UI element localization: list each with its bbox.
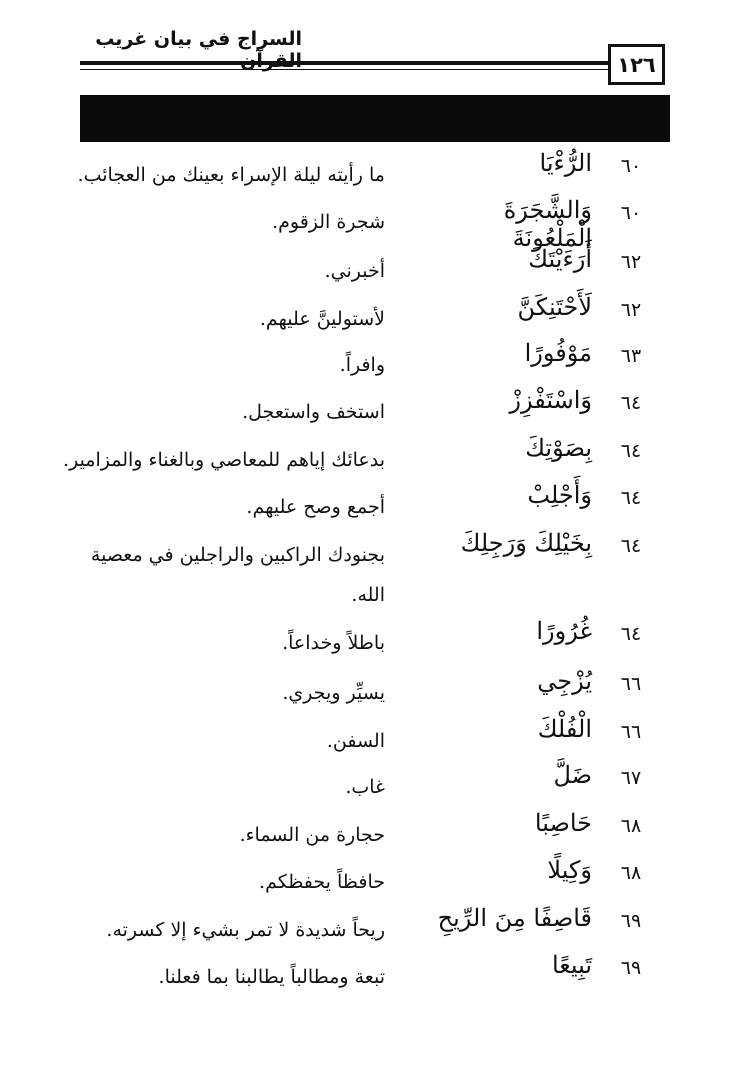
quran-word: وَاسْتَفْزِزْ: [509, 386, 592, 414]
verse-number: ٦٤: [620, 392, 642, 414]
table-row: [0, 951, 755, 997]
table-row: [0, 617, 755, 663]
table-row: [0, 529, 755, 615]
verse-number: ٦٠: [620, 155, 642, 177]
quran-word: تَبِيعًا: [551, 951, 592, 979]
word-meaning: ريحاً شديدة لا تمر بشيء إلا كسرته.: [106, 919, 385, 941]
verse-number: ٦٣: [620, 345, 642, 367]
quran-word: حَاصِبًا: [534, 809, 592, 837]
quran-word: غُرُورًا: [536, 617, 592, 645]
word-meaning: أخبرني.: [324, 260, 385, 282]
verse-number: ٦٩: [620, 957, 642, 979]
verse-number: ٦٦: [620, 673, 642, 695]
quran-word: مَوْفُورًا: [524, 339, 592, 367]
verse-number: ٦٤: [620, 623, 642, 645]
verse-number: ٦٤: [620, 535, 642, 557]
table-row: [0, 293, 755, 339]
table-row: [0, 339, 755, 385]
word-meaning: بجنودك الراكبين والراجلين في معصية الله.: [90, 544, 385, 606]
word-meaning: شجرة الزقوم.: [272, 211, 385, 233]
quran-word: وَأَجْلِبْ: [527, 481, 592, 509]
quran-word: يُزْجِي: [537, 667, 592, 695]
quran-word: لَأَحْتَنِكَنَّ: [517, 293, 592, 321]
verse-number: ٦٧: [620, 767, 642, 789]
quran-word: قَاصِفًا مِنَ الرِّيحِ: [437, 904, 592, 932]
verse-number: ٦٩: [620, 910, 642, 932]
table-row: [0, 245, 755, 291]
table-row: [0, 667, 755, 713]
verse-number: ٦٢: [620, 251, 642, 273]
word-meaning: استخف واستعجل.: [242, 401, 385, 423]
verse-number: ٦٨: [620, 862, 642, 884]
word-meaning: حجارة من السماء.: [239, 824, 385, 846]
quran-word: الْفُلْكَ: [537, 715, 592, 743]
quran-word: بِخَيْلِكَ وَرَجِلِكَ: [460, 529, 592, 557]
word-meaning: وافراً.: [339, 354, 385, 376]
verse-number: ٦٤: [620, 440, 642, 462]
verse-number: ٦٦: [620, 721, 642, 743]
table-row: [0, 196, 755, 252]
quran-word: الرُّءْيَا: [539, 149, 592, 177]
word-meaning: تبعة ومطالباً يطالبنا بما فعلنا.: [158, 966, 385, 988]
verse-number: ٦٢: [620, 299, 642, 321]
page-number: ١٢٦: [608, 44, 665, 85]
word-meaning: ما رأيته ليلة الإسراء بعينك من العجائب.: [77, 164, 385, 186]
verse-number: ٦٤: [620, 487, 642, 509]
table-row: [0, 809, 755, 855]
quran-word: وَالشَّجَرَةَ الْمَلْعُونَةَ: [503, 196, 592, 252]
quran-word: أَرَءَيْتَكَ: [528, 245, 592, 273]
table-row: [0, 904, 755, 950]
verse-number: ٦٨: [620, 815, 642, 837]
table-row: [0, 761, 755, 807]
quran-word: بِصَوْتِكَ: [525, 434, 592, 462]
word-meaning: غاب.: [345, 776, 385, 798]
word-meaning: بدعائك إياهم للمعاصي وبالغناء والمزامير.: [63, 449, 385, 471]
table-row: [0, 715, 755, 761]
table-row: [0, 481, 755, 527]
word-meaning: حافظاً يحفظكم.: [259, 871, 385, 893]
quran-word: ضَلَّ: [553, 761, 592, 789]
book-title: السراج في بيان غريب: [95, 28, 302, 50]
word-meaning: السفن.: [326, 730, 385, 752]
table-row: [0, 149, 755, 195]
table-row: [0, 386, 755, 432]
quran-word: وَكِيلًا: [547, 856, 592, 884]
table-row: [0, 856, 755, 902]
verse-number: ٦٠: [620, 202, 642, 224]
word-meaning: أجمع وصح عليهم.: [246, 496, 385, 518]
word-meaning: باطلاً وخداعاً.: [282, 632, 385, 654]
word-meaning: لأستولينَّ عليهم.: [259, 308, 385, 330]
table-row: [0, 434, 755, 480]
word-meaning: يسيِّر ويجري.: [282, 682, 385, 704]
